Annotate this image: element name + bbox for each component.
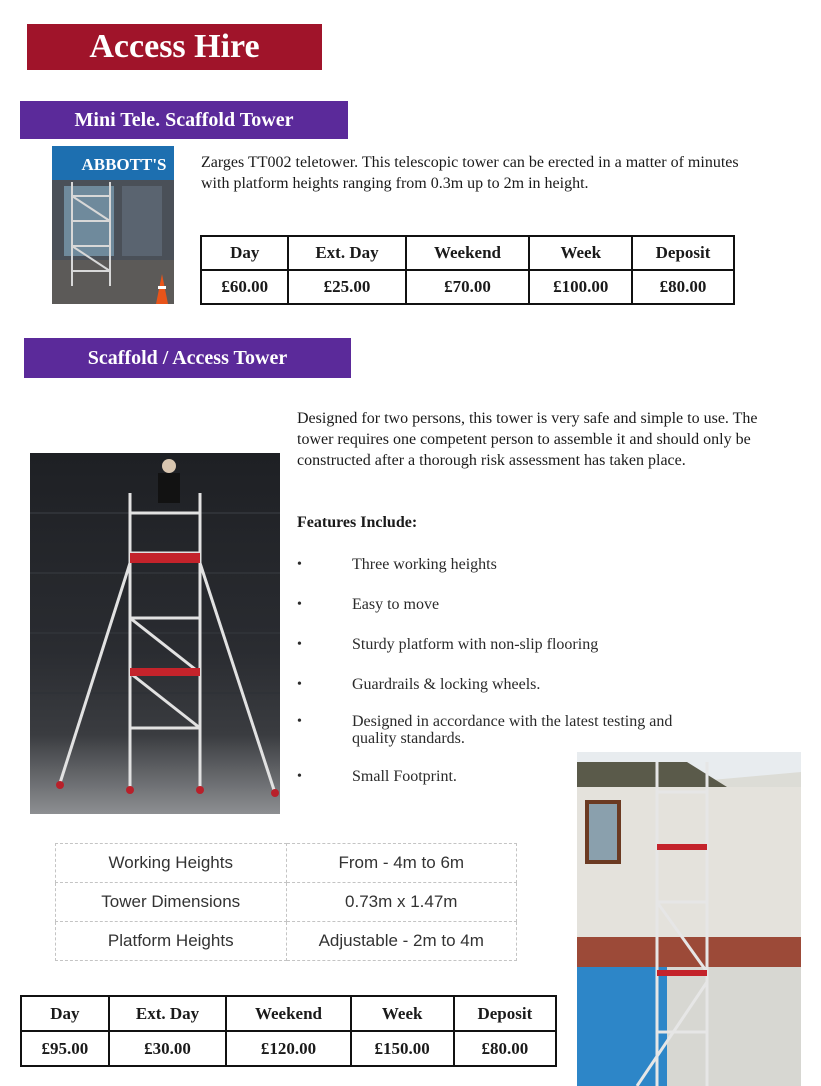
feature-item: [297, 556, 737, 573]
scaffold-tower-description: Designed for two persons, this tower is very safe and simple to use. The tower requires one competent person to assemble it and should only be constructed after a thorough risk assessment has taken place.: [297, 410, 758, 469]
feature-item: [297, 713, 677, 747]
price-header-day: Day: [21, 996, 109, 1031]
scaffold-tower-price-table: [20, 995, 557, 1067]
price-day: £95.00: [21, 1031, 109, 1066]
price-header-row: [21, 996, 556, 1031]
scaffold-tower-illustration: [30, 453, 280, 814]
feature-text: Three working heights: [352, 556, 497, 573]
price-header-weekend: Weekend: [226, 996, 350, 1031]
features-heading: Features Include:: [297, 514, 418, 531]
feature-item: [297, 636, 737, 653]
bullet-icon: •: [297, 677, 302, 692]
mini-tower-price-table: [200, 235, 735, 305]
price-value-row: [21, 1031, 556, 1066]
bullet-icon: •: [297, 769, 302, 784]
price-deposit: £80.00: [454, 1031, 556, 1066]
section-heading-scaffold-tower: Scaffold / Access Tower: [24, 338, 351, 378]
price-deposit: £80.00: [632, 270, 734, 304]
spec-row: [56, 883, 517, 922]
price-header-weekend: Weekend: [406, 236, 530, 270]
price-header-ext-day: Ext. Day: [288, 236, 405, 270]
price-week: £100.00: [529, 270, 632, 304]
mini-tower-photo: [52, 146, 174, 304]
shop-sign-text: ABBOTT'S: [81, 155, 167, 174]
spec-value: From - 4m to 6m: [286, 844, 517, 883]
price-header-week: Week: [351, 996, 454, 1031]
spec-label: Tower Dimensions: [56, 883, 287, 922]
price-ext-day: £30.00: [109, 1031, 227, 1066]
price-week: £150.00: [351, 1031, 454, 1066]
price-weekend: £120.00: [226, 1031, 350, 1066]
bullet-icon: •: [297, 597, 302, 612]
spec-value: 0.73m x 1.47m: [286, 883, 517, 922]
price-day: £60.00: [201, 270, 288, 304]
price-header-day: Day: [201, 236, 288, 270]
price-value-row: [201, 270, 734, 304]
feature-text: Sturdy platform with non-slip flooring: [352, 636, 599, 653]
house-tower-photo: [577, 752, 801, 1086]
price-header-week: Week: [529, 236, 632, 270]
price-ext-day: £25.00: [288, 270, 405, 304]
spec-row: [56, 922, 517, 961]
price-header-deposit: Deposit: [632, 236, 734, 270]
bullet-icon: •: [297, 557, 302, 572]
price-header-deposit: Deposit: [454, 996, 556, 1031]
feature-text: Easy to move: [352, 596, 440, 613]
feature-text: Small Footprint.: [352, 768, 457, 785]
spec-label: Working Heights: [56, 844, 287, 883]
mini-tower-description: Zarges TT002 teletower. This telescopic tower can be erected in a matter of minutes with platform heights ranging from 0.3m up to 2m in height.: [201, 154, 739, 192]
bullet-icon: •: [297, 637, 302, 652]
scaffold-tower-photo: [30, 453, 280, 814]
feature-text: Guardrails & locking wheels.: [352, 676, 541, 693]
feature-item: [297, 596, 737, 613]
spec-value: Adjustable - 2m to 4m: [286, 922, 517, 961]
feature-item: [297, 676, 737, 693]
spec-label: Platform Heights: [56, 922, 287, 961]
price-header-row: [201, 236, 734, 270]
price-header-ext-day: Ext. Day: [109, 996, 227, 1031]
mini-tower-illustration: [52, 146, 174, 304]
bullet-icon: •: [297, 714, 302, 729]
price-weekend: £70.00: [406, 270, 530, 304]
features-list: [297, 552, 737, 785]
spec-row: [56, 844, 517, 883]
house-tower-illustration: [577, 752, 801, 1086]
tower-spec-table: [55, 843, 517, 961]
page-title: Access Hire: [27, 24, 322, 70]
feature-text: Designed in accordance with the latest testing and quality standards.: [352, 713, 673, 747]
section-heading-mini-tele: Mini Tele. Scaffold Tower: [20, 101, 348, 139]
